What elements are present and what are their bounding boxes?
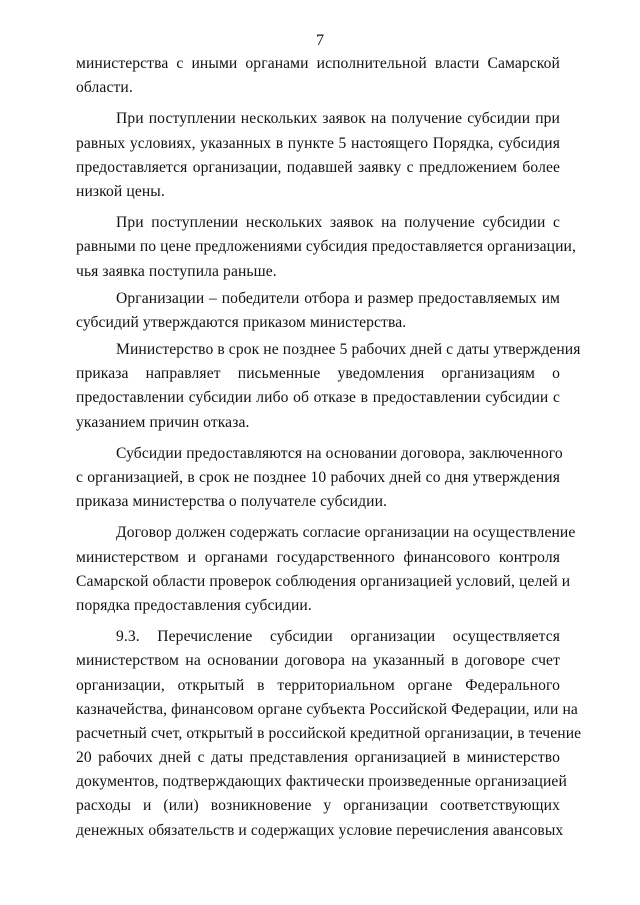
text-line: субсидий утверждаются приказом министерства. [76,313,407,331]
text-line: министерством на основании договора на указанный в договоре счет [76,652,560,670]
text-line: министерством и органами государственного финансового контроля [76,548,560,566]
text-line: приказа направляет письменные уведомления организациям о [76,365,560,383]
text-line: равных условиях, указанных в пункте 5 настоящего Порядка, субсидия [76,134,560,152]
text-line: При поступлении нескольких заявок на получение субсидии с [116,214,560,232]
text-line: При поступлении нескольких заявок на получение субсидии при [116,110,560,128]
text-line: приказа министерства о получателе субсидии. [76,493,388,511]
text-line: министерства с иными органами исполнительной власти Самарской [76,55,560,72]
text-line: Договор должен содержать согласие организации на осуществление [116,524,576,542]
document-text [76,52,582,843]
text-line: указанием причин отказа. [76,413,250,431]
text-line: Субсидии предоставляются на основании договора, заключенного [116,444,563,462]
text-line: предоставляется организации, подавшей заявку с предложением более [76,158,560,176]
text-line: области. [76,79,133,97]
text-line: расходы и (или) возникновение у организации соответствующих [76,797,560,815]
text-line: расчетный счет, открытый в российской кредитной организации, в течение [76,724,582,742]
text-line: чья заявка поступила раньше. [76,262,277,280]
text-line: денежных обязательств и содержащих условие перечисления авансовых [76,821,564,839]
page-number: 7 [316,32,324,49]
text-line: 9.3. Перечисление субсидии организации осуществляется [116,628,560,646]
text-line: документов, подтверждающих фактически произведенные организацией [76,773,567,791]
text-line: порядка предоставления субсидии. [76,596,312,614]
text-line: равными по цене предложениями субсидия предоставляется организации, [76,238,576,256]
text-line: с организацией, в срок не позднее 10 рабочих дней со дня утверждения [76,469,560,486]
text-line: Самарской области проверок соблюдения организацией условий, целей и [76,572,571,590]
text-line: Министерство в срок не позднее 5 рабочих дней с даты утверждения [116,341,581,359]
text-line: Организации – победители отбора и размер предоставляемых им [116,289,560,307]
text-line: предоставлении субсидии либо об отказе в предоставлении субсидии с [76,389,560,407]
text-line: 20 рабочих дней с даты представления организацией в министерство [76,749,560,767]
text-line: низкой цены. [76,182,165,200]
text-line: казначейства, финансовом органе субъекта Российской Федерации, или на [76,700,578,718]
text-line: организации, открытый в территориальном органе Федерального [76,676,560,694]
